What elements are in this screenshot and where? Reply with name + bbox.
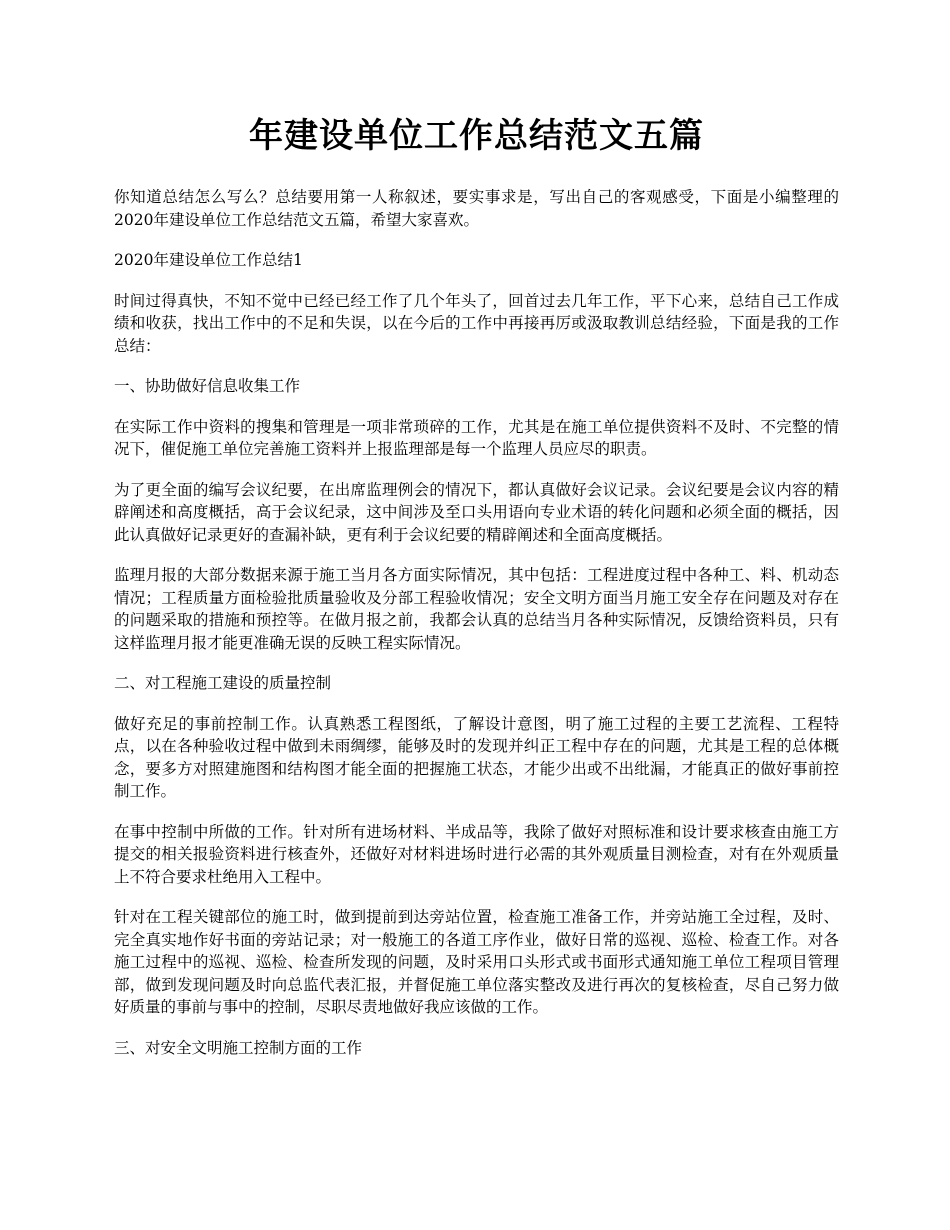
section-heading-summary-1: 2020年建设单位工作总结1 (114, 251, 303, 269)
body-paragraph: 监理月报的大部分数据来源于施工当月各方面实际情况，其中包括：工程进度过程中各种工、料、机动态情况；工程质量方面检验批质量验收及分部工程验收情况；安全文明方面当月施工安全存在问题及对存在的问题采取的措施和预控等。在做月报之前，我都会认真的总结当月各种实际情况，反馈给资料员，只有这样监理月报才能更准确无误的反映工程实际情况。 (114, 566, 839, 652)
document-title: 年建设单位工作总结范文五篇 (249, 116, 704, 156)
body-paragraph: 在实际工作中资料的搜集和管理是一项非常琐碎的工作，尤其是在施工单位提供资料不及时、不完整的情况下，催促施工单位完善施工资料并上报监理部是每一个监理人员应尽的职责。 (114, 417, 839, 458)
document-page (114, 110, 839, 1077)
body-paragraph: 时间过得真快，不知不觉中已经已经工作了几个年头了，回首过去几年工作，平下心来，总结自己工作成绩和收获，找出工作中的不足和失误，以在今后的工作中再接再厉或汲取教训总结经验，下面是我的工作总结： (114, 291, 839, 355)
body-paragraph: 为了更全面的编写会议纪要，在出席监理例会的情况下，都认真做好会议记录。会议纪要是会议内容的精辟阐述和高度概括，高于会议纪录，这中间涉及至口头用语向专业术语的转化问题和必须全面的概括，因此认真做好记录更好的查漏补缺，更有利于会议纪要的精辟阐述和全面高度概括。 (114, 480, 839, 544)
section-heading-quality-control: 二、对工程施工建设的质量控制 (114, 674, 332, 692)
section-heading-info-collection: 一、协助做好信息收集工作 (114, 377, 301, 395)
body-paragraph: 做好充足的事前控制工作。认真熟悉工程图纸，了解设计意图，明了施工过程的主要工艺流程、工程特点，以在各种验收过程中做到未雨绸缪，能够及时的发现并纠正工程中存在的问题，尤其是工程的总体概念，要多方对照建施图和结构图才能全面的把握施工状态，才能少出或不出纰漏，才能真正的做好事前控制工作。 (114, 714, 839, 800)
section-heading-safety: 三、对安全文明施工控制方面的工作 (114, 1038, 363, 1057)
body-paragraph: 针对在工程关键部位的施工时，做到提前到达旁站位置，检查施工准备工作，并旁站施工全过程，及时、完全真实地作好书面的旁站记录；对一般施工的各道工序作业，做好日常的巡视、巡检、检查工作。对各施工过程中的巡视、巡检、检查所发现的问题，及时采用口头形式或书面形式通知施工单位工程项目管理部，做到发现问题及时向总监代表汇报，并督促施工单位落实整改及进行再次的复核检查，尽自己努力做好质量的事前与事中的控制，尽职尽责地做好我应该做的工作。 (114, 908, 839, 1016)
body-paragraph: 在事中控制中所做的工作。针对所有进场材料、半成品等，我除了做好对照标准和设计要求核查由施工方提交的相关报验资料进行核查外，还做好对材料进场时进行必需的其外观质量目测检查，对有在外观质量上不符合要求杜绝用入工程中。 (114, 822, 839, 886)
intro-paragraph: 你知道总结怎么写么？总结要用第一人称叙述，要实事求是，写出自己的客观感受，下面是小编整理的2020年建设单位工作总结范文五篇，希望大家喜欢。 (114, 188, 839, 229)
